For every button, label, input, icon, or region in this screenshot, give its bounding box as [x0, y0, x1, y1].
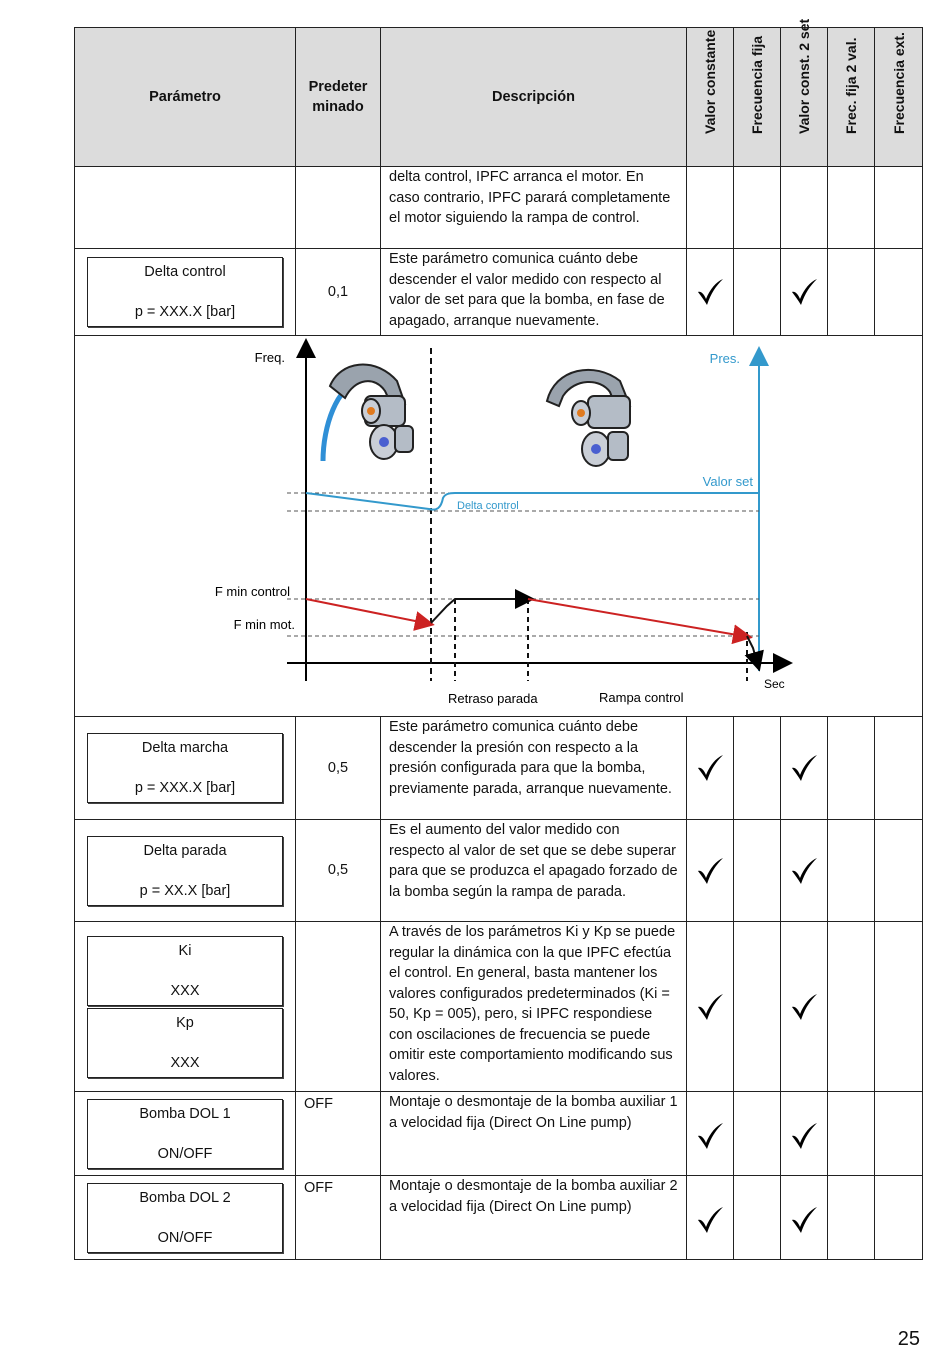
description: A través de los parámetros Ki y Kp se puede regular la dinámica con la que IPFC efectúa el control. En general, basta mantener los valores configurados predeterminados (Ki = 50, Kp = 005), pero, si IPFC respondiese con oscilaciones de frecuencia se puede omitir este comportamiento modificando sus valores.	[381, 922, 687, 1092]
mode-cell	[687, 1176, 734, 1260]
sec-label: Sec	[764, 677, 785, 691]
description: Este parámetro comunica cuánto debe descender el valor medido con respecto al valor de set para que la bomba, en fase de apagado, arranque nuevamente.	[381, 249, 687, 336]
description: Montaje o desmontaje de la bomba auxiliar 2 a velocidad fija (Direct On Line pump)	[381, 1176, 687, 1260]
pres-label: Pres.	[709, 351, 740, 366]
checkmark-icon	[789, 856, 819, 886]
mode-cell	[828, 922, 875, 1092]
header-mode-valor-const-2-set: Valor const. 2 set	[781, 28, 828, 167]
mode-cell	[734, 820, 781, 922]
parameter-box	[87, 1183, 283, 1253]
mode-cell	[781, 717, 828, 820]
mode-cell	[734, 1176, 781, 1260]
mode-cell	[781, 1092, 828, 1176]
page-number: 25	[897, 1328, 920, 1350]
parameter-value: ON/OFF	[157, 1229, 213, 1246]
parameter-name: Ki	[178, 942, 192, 959]
mode-cell	[875, 717, 923, 820]
parameter-box	[87, 257, 283, 327]
parameter-value: p = XXX.X [bar]	[134, 304, 236, 320]
header-descripcion: Descripción	[381, 28, 687, 167]
rampa-control-label: Rampa control	[599, 690, 684, 705]
mode-cell	[687, 717, 734, 820]
mode-cell	[781, 1176, 828, 1260]
parameter-cell	[75, 922, 296, 1092]
f-min-control-label: F min control	[214, 584, 290, 599]
checkmark-icon	[695, 277, 725, 307]
parameter-name: Delta marcha	[141, 740, 229, 756]
parameter-box	[87, 836, 283, 906]
mode-cell	[687, 1092, 734, 1176]
parameter-row	[75, 1092, 923, 1176]
default-value: OFF	[296, 1092, 381, 1176]
mode-cell	[875, 1176, 923, 1260]
checkmark-icon	[789, 753, 819, 783]
checkmark-icon	[789, 1121, 819, 1151]
continuation-row	[75, 167, 923, 249]
header-mode-frec-fija-2-val: Frec. fija 2 val.	[828, 28, 875, 167]
checkmark-icon	[695, 992, 725, 1022]
mode-cell	[828, 1176, 875, 1260]
description: Montaje o desmontaje de la bomba auxiliar 1 a velocidad fija (Direct On Line pump)	[381, 1092, 687, 1176]
mode-cell	[828, 1092, 875, 1176]
parameter-row	[75, 249, 923, 336]
parameter-value: p = XXX.X [bar]	[134, 780, 236, 796]
checkmark-icon	[695, 1205, 725, 1235]
parameter-row	[75, 1176, 923, 1260]
mode-cell	[734, 922, 781, 1092]
mode-cell	[734, 249, 781, 336]
parameter-row	[75, 820, 923, 922]
control-diagram-svg	[75, 336, 921, 716]
parameter-name: Bomba DOL 1	[139, 1105, 231, 1122]
delta-control-label: Delta control	[457, 500, 519, 512]
diagram-row	[75, 336, 923, 717]
parameter-name: Kp	[176, 1014, 194, 1031]
mode-cell	[828, 820, 875, 922]
header-predeterminado: Predeter minado	[296, 28, 381, 167]
parameter-box	[87, 733, 283, 803]
freq-step	[431, 599, 525, 623]
header-row	[75, 28, 923, 167]
description: Es el aumento del valor medido con respecto al valor de set que se debe superar para que se produzca el apagado forzado de la bomba según la rampa de parada.	[381, 820, 687, 922]
default-value	[296, 922, 381, 1092]
faucet-closed-icon	[547, 370, 630, 466]
mode-cell	[687, 922, 734, 1092]
mode-cell	[875, 922, 923, 1092]
mode-cell	[687, 820, 734, 922]
checkmark-icon	[789, 1205, 819, 1235]
checkmark-icon	[789, 992, 819, 1022]
parameter-row	[75, 922, 923, 1092]
mode-cell	[781, 922, 828, 1092]
retraso-parada-label: Retraso parada	[448, 691, 538, 706]
freq-drop	[747, 636, 757, 662]
checkmark-icon	[789, 277, 819, 307]
parameter-table	[74, 18, 923, 1260]
control-diagram	[75, 336, 923, 717]
parameter-cell	[75, 1092, 296, 1176]
parameter-value: XXX	[170, 982, 200, 999]
parameter-cell	[75, 717, 296, 820]
mode-cell	[875, 1092, 923, 1176]
default-value: 0,5	[296, 717, 381, 820]
parameter-cell	[75, 820, 296, 922]
mode-cell	[781, 820, 828, 922]
mode-cell	[828, 717, 875, 820]
parameter-cell	[75, 249, 296, 336]
continuation-description: delta control, IPFC arranca el motor. En caso contrario, IPFC parará completamente el motor siguiendo la rampa de control.	[381, 167, 687, 249]
mode-cell	[781, 249, 828, 336]
parameter-value: p = XX.X [bar]	[139, 882, 231, 899]
parameter-cell	[75, 1176, 296, 1260]
parameter-box	[87, 1008, 283, 1078]
freq-ramp-1	[306, 599, 425, 623]
mode-cell	[828, 249, 875, 336]
default-value: 0,5	[296, 820, 381, 922]
parameter-value: ON/OFF	[157, 1145, 213, 1162]
valor-set-label: Valor set	[702, 474, 753, 489]
parameter-box	[87, 936, 283, 1006]
mode-cell	[687, 249, 734, 336]
default-value: 0,1	[296, 249, 381, 336]
parameter-name: Bomba DOL 2	[139, 1189, 231, 1206]
mode-cell	[875, 249, 923, 336]
checkmark-icon	[695, 753, 725, 783]
parameter-value: XXX	[170, 1054, 200, 1071]
pressure-curve	[306, 493, 759, 510]
checkmark-icon	[695, 856, 725, 886]
description: Este parámetro comunica cuánto debe descender la presión con respecto a la presión configurada para que la bomba, previamente parada, arranque nuevamente.	[381, 717, 687, 820]
faucet-running-icon	[323, 365, 413, 461]
mode-cell	[734, 1092, 781, 1176]
parameter-box	[87, 1099, 283, 1169]
parameter-name: Delta parada	[143, 842, 227, 859]
header-parametro: Parámetro	[75, 28, 296, 167]
f-min-mot-label: F min mot.	[233, 617, 295, 632]
parameter-name: Delta control	[144, 264, 226, 280]
parameter-row	[75, 717, 923, 820]
header-mode-frecuencia-ext: Frecuencia ext.	[875, 28, 923, 167]
mode-cell	[734, 717, 781, 820]
header-mode-valor-constante: Valor constante	[687, 28, 734, 167]
freq-ramp-2	[528, 599, 743, 636]
default-value: OFF	[296, 1176, 381, 1260]
header-mode-frecuencia-fija: Frecuencia fija	[734, 28, 781, 167]
checkmark-icon	[695, 1121, 725, 1151]
mode-cell	[875, 820, 923, 922]
freq-label: Freq.	[254, 350, 285, 365]
